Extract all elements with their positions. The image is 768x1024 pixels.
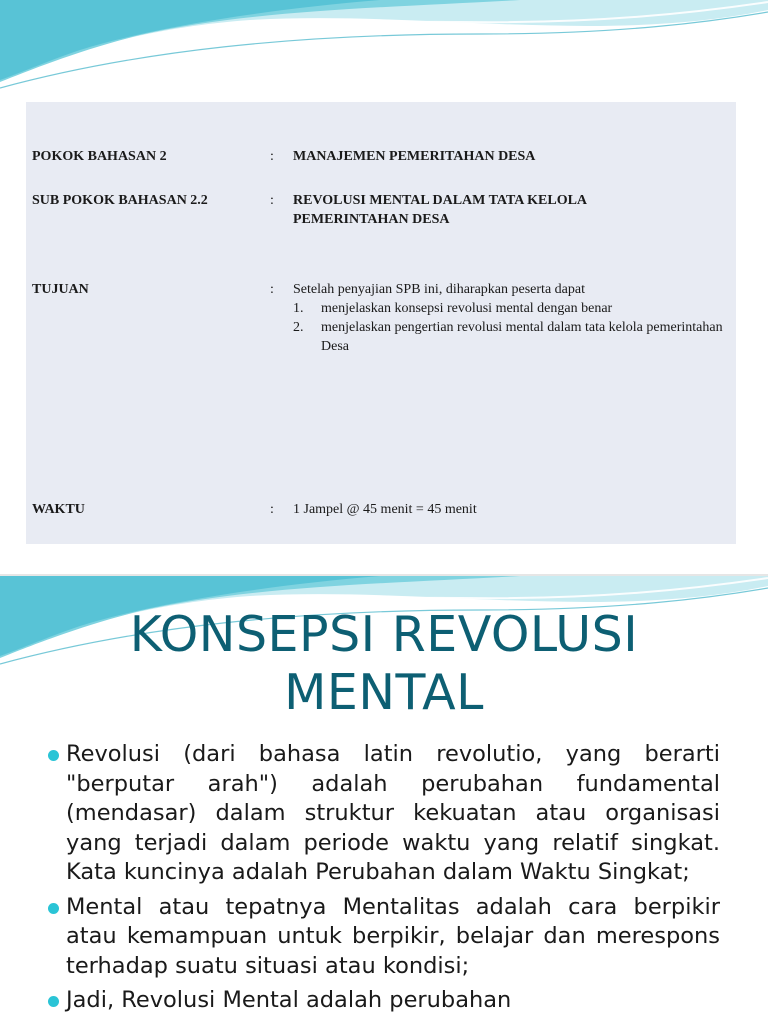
objective-number: 1. [293, 301, 304, 316]
title-line: MENTAL [284, 664, 484, 721]
bullet-text: Revolusi (dari bahasa latin revolutio, yang berarti "berputar arah") adalah perubahan fundamental (mendasar) dalam struktur kekuatan atau organisasi yang terjadi dalam periode waktu yang relatif singkat. Kata kuncinya adalah Perubahan dalam Waktu Singkat; [66, 741, 720, 885]
row-value: MANAJEMEN PEMERITAHAN DESA [293, 149, 536, 164]
objective-text: menjelaskan konsepsi revolusi mental dengan benar [321, 301, 613, 316]
row-colon: : [270, 193, 274, 208]
title-line: KONSEPSI REVOLUSI [129, 606, 639, 663]
lesson-info-box [26, 102, 736, 544]
bullet-list [48, 740, 720, 1021]
wave-decoration-top [0, 0, 768, 100]
bullet-item [48, 986, 720, 1016]
row-value: 1 Jampel @ 45 menit = 45 menit [293, 502, 477, 517]
slide-2 [0, 576, 768, 1024]
row-colon: : [270, 282, 274, 297]
row-label: TUJUAN [32, 282, 89, 297]
row-colon: : [270, 502, 274, 517]
row-value: REVOLUSI MENTAL DALAM TATA KELOLA PEMERINTAHAN DESA [293, 193, 587, 227]
slide-title [0, 606, 768, 722]
bullet-item [48, 893, 720, 982]
objective-list [293, 299, 733, 356]
bullet-text: Jadi, Revolusi Mental adalah perubahan [66, 987, 512, 1013]
row-label: WAKTU [32, 502, 85, 517]
bullet-item [48, 740, 720, 888]
objective-item [293, 299, 733, 318]
row-label: SUB POKOK BAHASAN 2.2 [32, 193, 208, 208]
bullet-dot-icon [48, 750, 59, 761]
objective-intro: Setelah penyajian SPB ini, diharapkan peserta dapat [293, 282, 585, 297]
row-colon: : [270, 149, 274, 164]
objective-number: 2. [293, 320, 304, 335]
bullet-dot-icon [48, 996, 59, 1007]
row-value [293, 280, 733, 356]
row-label: POKOK BAHASAN 2 [32, 149, 167, 164]
objective-item [293, 318, 733, 356]
objective-text: menjelaskan pengertian revolusi mental dalam tata kelola pemerintahan Desa [321, 320, 723, 354]
bullet-text: Mental atau tepatnya Mentalitas adalah cara berpikir atau kemampuan untuk berpikir, belajar dan merespons terhadap suatu situasi atau kondisi; [66, 893, 720, 979]
bullet-dot-icon [48, 903, 59, 914]
